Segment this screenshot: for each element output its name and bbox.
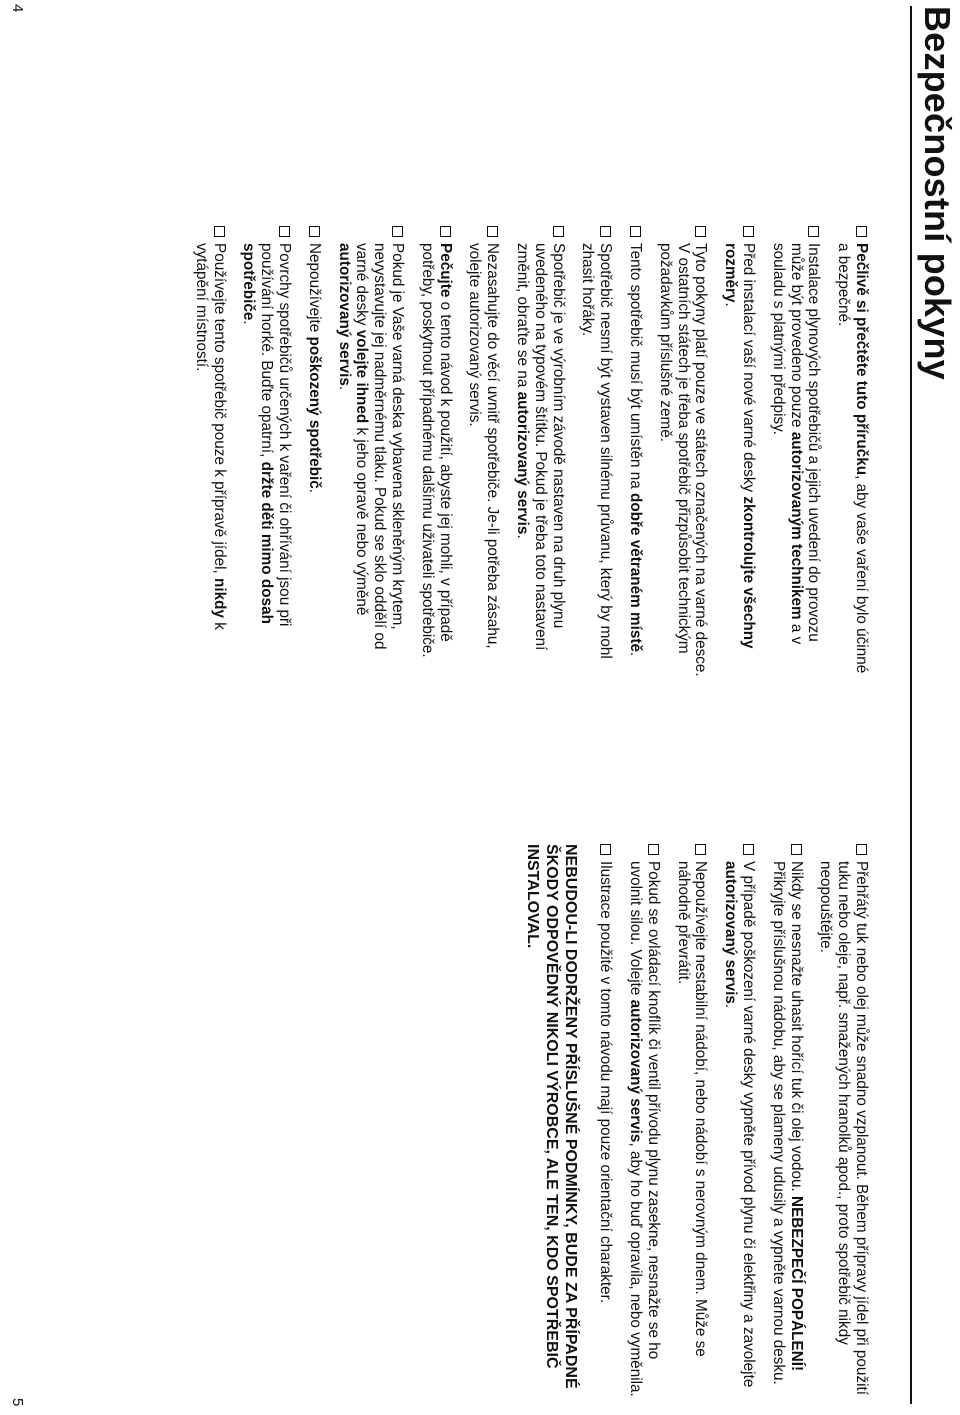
item-text: . (240, 320, 258, 325)
checkbox-bullet-icon (648, 844, 659, 855)
emphasis-text: NEBEZPEČÍ POPÁLENÍ! (787, 1196, 805, 1372)
checkbox-bullet-icon (440, 226, 451, 237)
item-text: o tento návod k použití, abyste jej mohli, v případě potřeby, poskytnout případnému dalšímu uživateli spotřebiče. (418, 243, 454, 658)
safety-item (335, 226, 406, 681)
safety-item (626, 844, 662, 1404)
item-text: Nepoužívejte (305, 243, 323, 337)
page-number-left: 4 (9, 4, 26, 13)
safety-item (305, 226, 323, 681)
safety-item (769, 844, 805, 1404)
item-text: Nepoužívejte nestabilní nádobí, nebo nádobí s nerovným dnem. Může se náhodně převrátit. (674, 861, 710, 1357)
safety-item (834, 226, 870, 681)
item-text: a v souladu s platnými předpisy. (769, 243, 805, 645)
safety-item (721, 844, 757, 1404)
item-text: . (305, 488, 323, 493)
liability-warning: NEBUDOU-LI DODRŽENY PŘÍSLUŠNÉ PODMÍNKY, BUDE ZA PŘÍPADNÉ ŠKODY ODPOVĚDNÝ NIKOLI VÝROBCE, ALE TEN, KDO SPOTŘEBIČ INSTALOVAL. (524, 844, 580, 1389)
item-text: . (335, 385, 353, 391)
page-number-right: 5 (9, 1398, 26, 1407)
emphasis-text: zkontrolujte všechny rozměry (722, 243, 758, 649)
item-text: k jeho opravě nebo výměně (353, 423, 371, 616)
item-text: Pokud je Vaše varná deska vybavena skleněným krytem, nevystavujte jej nadměrnému tlaku. Pokud se sklo oddělí od varné desky (353, 243, 407, 650)
item-text: Přikryjte příslušnou nádobu, aby se plameny udusily a vypněte varnou desku. (769, 861, 787, 1385)
emphasis-text: autorizovaný servis (627, 999, 645, 1143)
checkbox-bullet-icon (743, 844, 754, 855)
checkbox-bullet-icon (808, 226, 819, 237)
emphasis-text: autorizovaný servis (514, 391, 532, 535)
emphasis-text: autorizovaným technikem (787, 431, 805, 620)
safety-list-left (192, 226, 870, 681)
item-text: Nezasahujte do věcí uvnitř spotřebiče. Je-li potřeba zásahu, volejte autorizovaný servis. (466, 243, 502, 649)
safety-item (721, 226, 757, 681)
item-text: Povrchy spotřebičů určených k vaření či ohřívání jsou při používání horké. Buďte opatrní, (258, 243, 294, 627)
emphasis-text: dobře větraném místě (627, 492, 645, 652)
checkbox-bullet-icon (553, 226, 564, 237)
emphasis-text: autorizovaný servis (335, 243, 353, 386)
checkbox-bullet-icon (392, 226, 403, 237)
item-text: Ilustrace použité v tomto návodu mají pouze orientační charakter. (597, 861, 615, 1304)
item-text: Instalace plynových spotřebičů a jejich uvedení do provozu může být provedeno pouze (787, 243, 823, 642)
item-text: , aby vaše vaření bylo účinné a bezpečné. (835, 243, 870, 674)
safety-item (418, 226, 454, 681)
page-title: Bezpečnostní pokyny (917, 6, 958, 380)
right-column (523, 844, 870, 1404)
item-text: k vytápění místností. (192, 243, 228, 630)
checkbox-bullet-icon (743, 226, 754, 237)
checkbox-bullet-icon (214, 226, 225, 237)
safety-item (579, 226, 615, 681)
safety-item (626, 226, 644, 681)
safety-item (656, 226, 709, 681)
emphasis-text: držte děti mimo dosah spotřebiče (240, 243, 276, 624)
item-text: . (627, 651, 645, 657)
item-text: Tento spotřebič musí být umístěn na (627, 243, 645, 493)
item-text: . (514, 534, 532, 539)
item-text: Přehřátý tuk nebo olej může snadno vzplanout. Během přípravy jídel při použití tuku nebo oleje, např. smažených hranolků apod., proto spotřebič nikdy neopouštějte. (817, 861, 870, 1395)
emphasis-text: Pečlivě si přečtěte tuto příručku (853, 243, 870, 476)
checkbox-bullet-icon (856, 844, 867, 855)
emphasis-text: volejte ihned (353, 329, 371, 424)
item-text: Tyto pokyny platí pouze ve státech označených na varné desce. V ostatních státech je třeba spotřebič přizpůsobit technickým požadavkům příslušné země. (656, 243, 710, 677)
safety-item (513, 226, 566, 681)
safety-item (769, 226, 822, 681)
item-text: Pokud se ovládací knoflík či ventil přívodu plynu zasekne, nesnažte se ho uvolnit silou. Volejte (627, 861, 662, 1360)
checkbox-bullet-icon (279, 226, 290, 237)
safety-item (192, 226, 228, 681)
item-text: Používejte tento spotřebič pouze k přípravě jídel, (210, 243, 228, 579)
safety-item (466, 226, 502, 681)
safety-item (596, 844, 614, 1404)
item-text: Nikdy se nesnažte uhasit hořící tuk či olej vodou. (787, 861, 805, 1197)
title-divider (910, 6, 912, 1404)
emphasis-text: autorizovaný servis (722, 861, 740, 1004)
safety-item (674, 844, 710, 1404)
checkbox-bullet-icon (695, 226, 706, 237)
checkbox-bullet-icon (487, 226, 498, 237)
left-column (180, 226, 870, 681)
item-text: Před instalací vaší nové varné desky (740, 243, 758, 497)
item-text: Spotřebič nesmí být vystaven silnému průvanu, který by mohl zhasit hořáky. (579, 243, 615, 659)
safety-item (240, 226, 293, 681)
safety-item (817, 844, 870, 1404)
item-text: V případě poškození varné desky vypněte přívod plynu či elektřiny a zavolejte (740, 861, 758, 1388)
safety-list-right (596, 844, 870, 1404)
emphasis-text: poškozený spotřebič (305, 336, 323, 489)
checkbox-bullet-icon (695, 844, 706, 855)
checkbox-bullet-icon (791, 844, 802, 855)
checkbox-bullet-icon (856, 226, 867, 237)
checkbox-bullet-icon (600, 226, 611, 237)
item-text: . (722, 302, 740, 307)
emphasis-text: Pečujte (436, 243, 454, 298)
item-text: Spotřebič je ve výrobním závodě nastaven na druh plynu uvedeného na typovém štítku. Pokud je třeba toto nastavení změnit, obraťte se na (514, 243, 567, 651)
item-text: , aby ho buď opravila, nebo vyměnila. (627, 1142, 645, 1397)
item-text: . (722, 1003, 740, 1009)
emphasis-text: nikdy (210, 578, 228, 618)
checkbox-bullet-icon (630, 226, 641, 237)
checkbox-bullet-icon (309, 226, 320, 237)
checkbox-bullet-icon (600, 844, 611, 855)
